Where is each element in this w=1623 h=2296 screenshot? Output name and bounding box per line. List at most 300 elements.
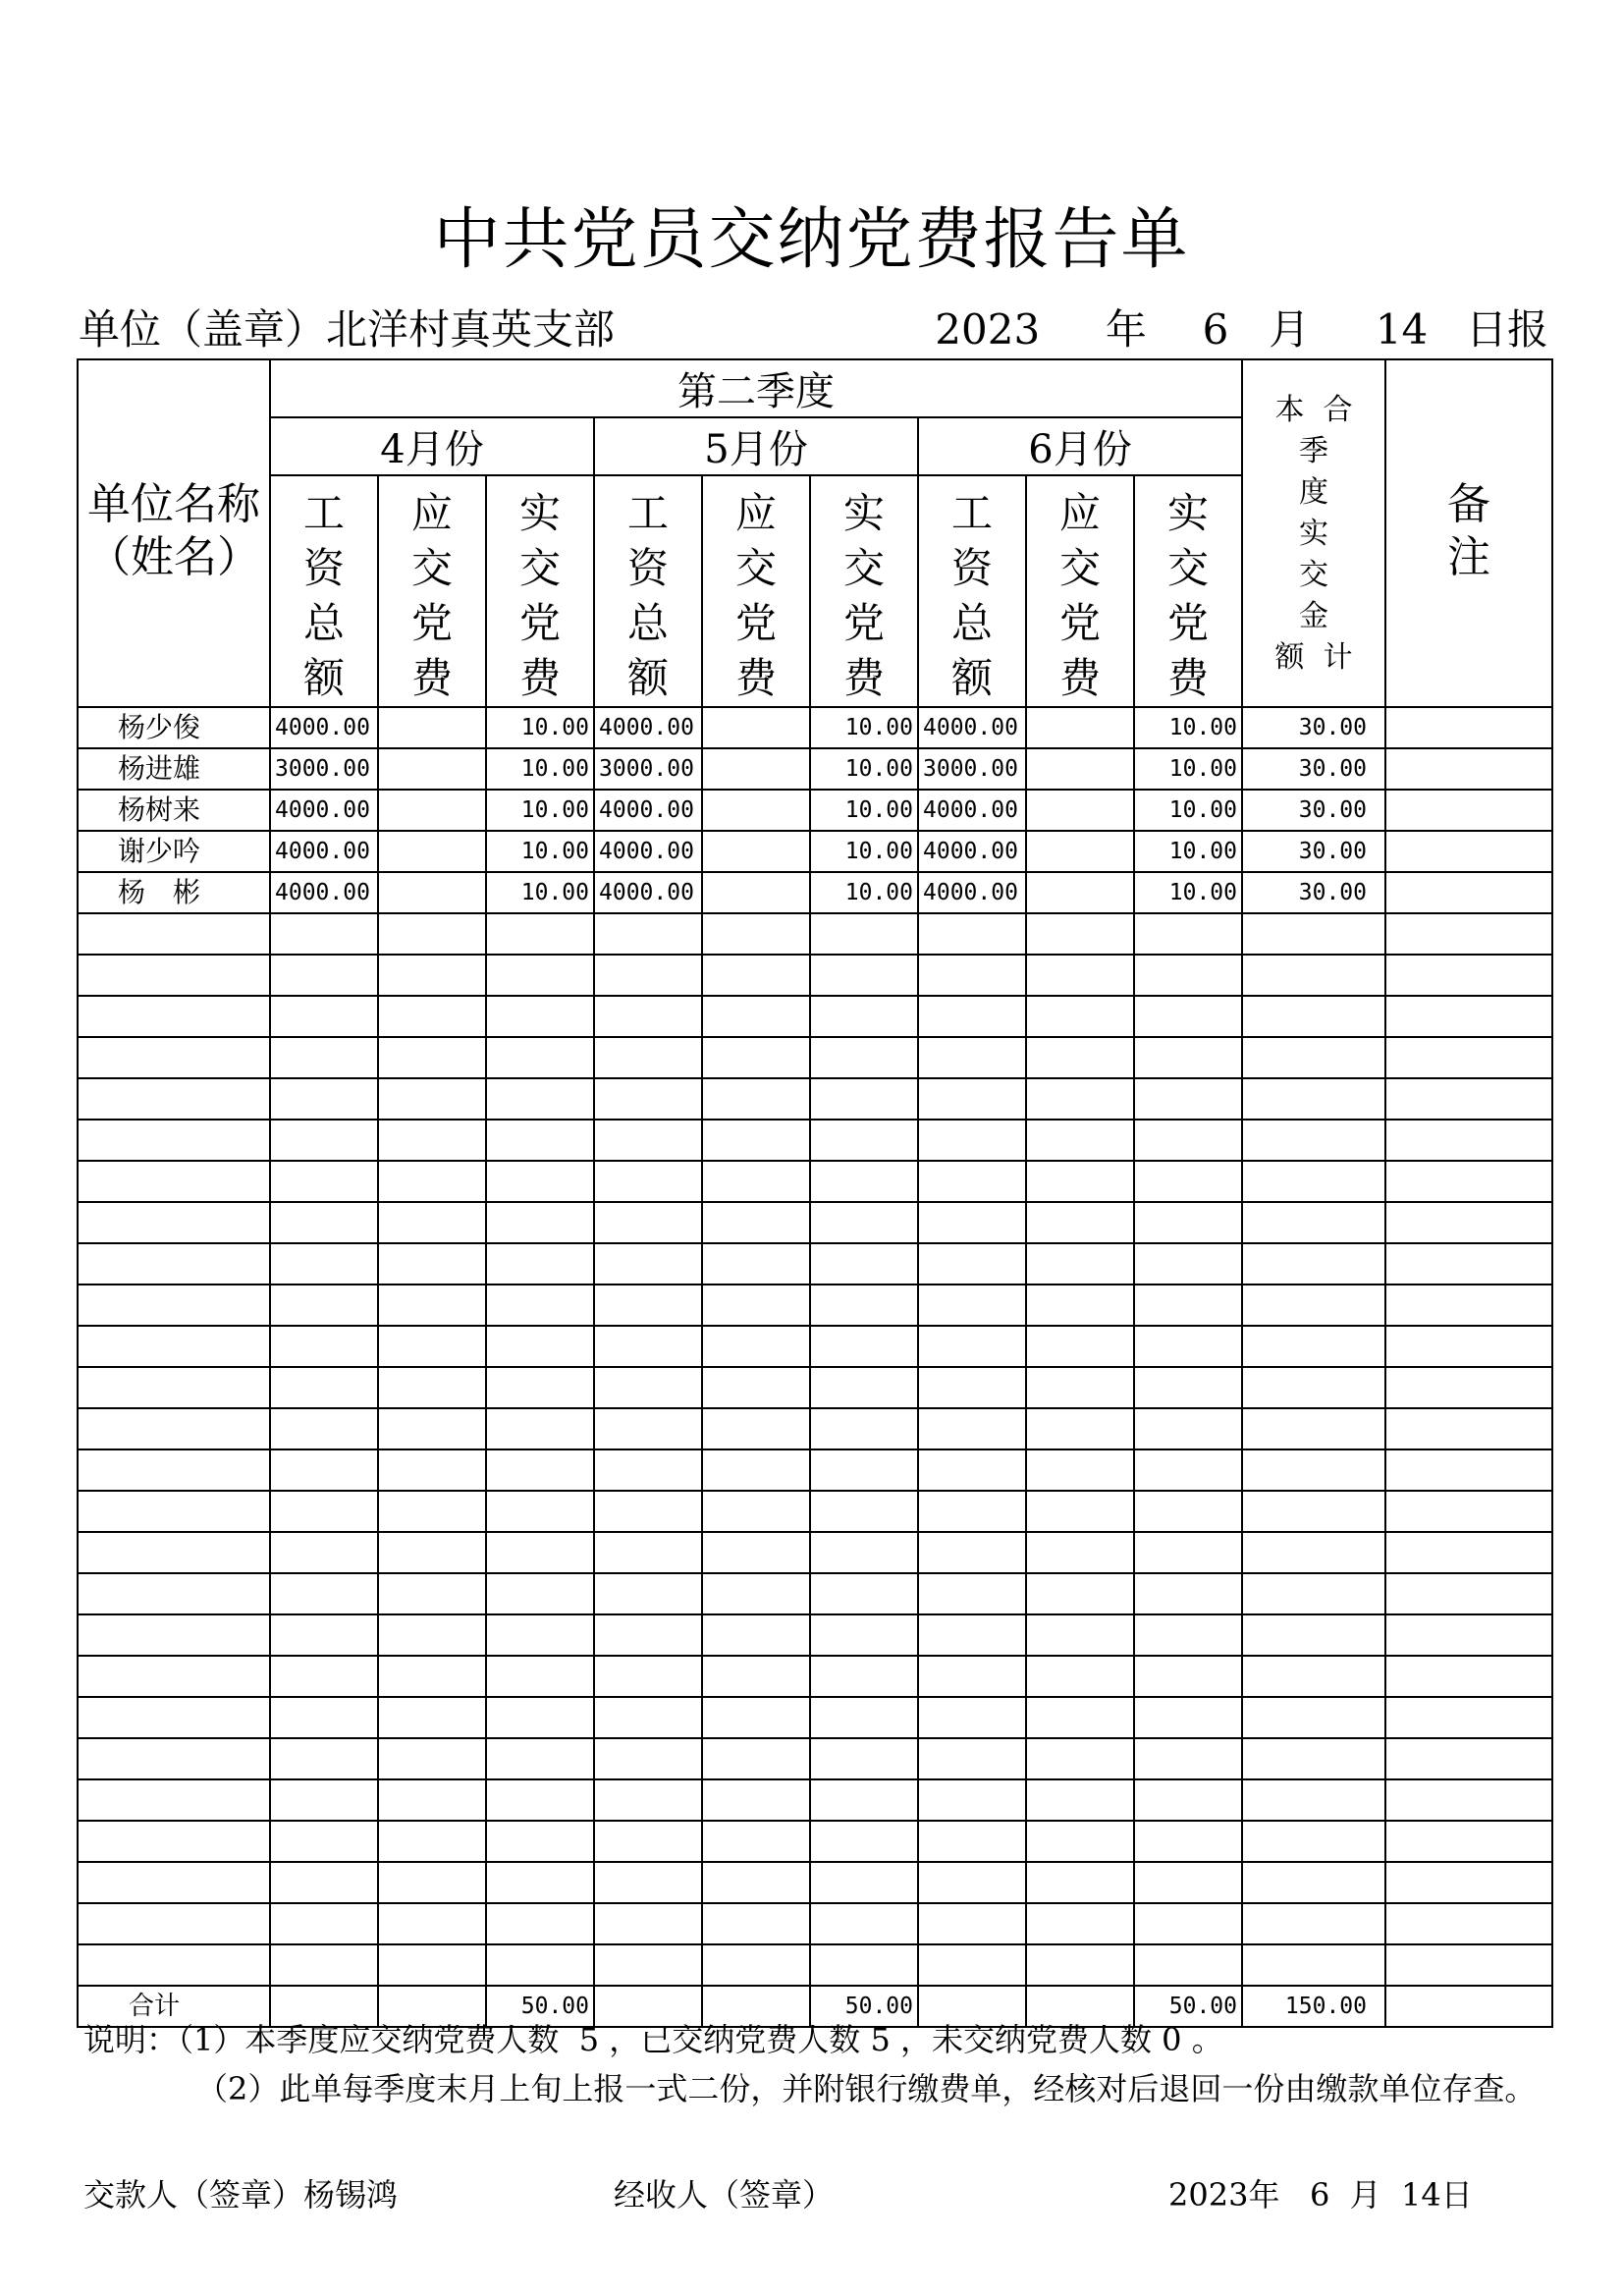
- salary-cell: [270, 1532, 378, 1573]
- quarter-total-cell: 30.00: [1242, 872, 1385, 913]
- dues-paid-cell: 10.00: [1134, 790, 1242, 831]
- dues-payable-cell: [702, 748, 810, 790]
- quarter-total-cell: [1242, 1120, 1385, 1161]
- remark-cell: [1385, 1449, 1552, 1491]
- salary-cell: [270, 1202, 378, 1243]
- dues-payable-cell: [1026, 872, 1134, 913]
- dues-paid-cell: 10.00: [810, 831, 918, 872]
- remark-cell: [1385, 1821, 1552, 1862]
- salary-cell: 4000.00: [270, 707, 378, 748]
- dues-paid-cell: [486, 955, 594, 996]
- quarter-total-cell: 30.00: [1242, 748, 1385, 790]
- remark-cell: [1385, 1078, 1552, 1120]
- report-month-unit: 月: [1269, 305, 1311, 354]
- header-char: 党: [734, 599, 777, 647]
- dues-payable-cell: [378, 1243, 486, 1285]
- header-char: 应: [734, 489, 777, 537]
- header-char: 交: [734, 544, 777, 592]
- remark-cell: [1385, 996, 1552, 1037]
- dues-paid-cell: [1134, 913, 1242, 955]
- header-char: 费: [734, 654, 777, 702]
- dues-paid-cell: [1134, 1697, 1242, 1738]
- salary-cell: 4000.00: [594, 872, 702, 913]
- header-unit-name: [78, 359, 270, 707]
- header-char: 党: [518, 599, 561, 647]
- dues-payable-cell: [702, 790, 810, 831]
- dues-paid-cell: [810, 1656, 918, 1697]
- dues-paid-cell: [810, 1078, 918, 1120]
- header-april-dues-payable: [378, 475, 486, 707]
- dues-paid-cell: [486, 1779, 594, 1821]
- dues-payable-cell: [378, 1862, 486, 1903]
- dues-paid-cell: [486, 996, 594, 1037]
- dues-payable-cell: [1026, 707, 1134, 748]
- salary-cell: [918, 996, 1026, 1037]
- dues-payable-cell: [1026, 831, 1134, 872]
- salary-cell: [918, 1738, 1026, 1779]
- dues-paid-cell: [1134, 1491, 1242, 1532]
- salary-cell: 4000.00: [594, 831, 702, 872]
- dues-payable-cell: [702, 1697, 810, 1738]
- table-row: [78, 1614, 1552, 1656]
- salary-cell: [918, 1821, 1026, 1862]
- salary-cell: [918, 1037, 1026, 1078]
- member-name: [78, 1243, 270, 1285]
- remark-cell: [1385, 1243, 1552, 1285]
- dues-payable-cell: [1026, 955, 1134, 996]
- dues-paid-cell: [486, 1202, 594, 1243]
- dues-payable-cell: [378, 872, 486, 913]
- salary-cell: 4000.00: [270, 872, 378, 913]
- dues-payable-cell: [1026, 1573, 1134, 1614]
- dues-paid-cell: [810, 1202, 918, 1243]
- dues-paid-cell: [810, 1491, 918, 1532]
- remark-cell: [1385, 1037, 1552, 1078]
- dues-paid-cell: [810, 1903, 918, 1944]
- dues-paid-cell: [1134, 1573, 1242, 1614]
- header-char: 交: [1166, 544, 1209, 592]
- quarter-total-cell: [1242, 955, 1385, 996]
- salary-cell: [594, 1120, 702, 1161]
- remark-cell: [1385, 1161, 1552, 1202]
- salary-cell: [270, 913, 378, 955]
- table-row: [78, 1078, 1552, 1120]
- member-name: [78, 1573, 270, 1614]
- dues-payable-cell: [378, 1532, 486, 1573]
- quarter-total-cell: [1242, 1779, 1385, 1821]
- member-name: 杨进雄: [78, 748, 270, 790]
- salary-cell: [594, 1779, 702, 1821]
- quarter-total-cell: [1242, 1697, 1385, 1738]
- salary-cell: [270, 1697, 378, 1738]
- member-name: 杨树来: [78, 790, 270, 831]
- salary-cell: [270, 1862, 378, 1903]
- dues-report-table: [77, 358, 1553, 2028]
- salary-cell: [918, 1862, 1026, 1903]
- note-1-d: 。: [1181, 2021, 1223, 2058]
- note-1-a: （1）本季度应交纳党费人数: [178, 2021, 579, 2058]
- salary-cell: [270, 1285, 378, 1326]
- remark-cell: [1385, 1697, 1552, 1738]
- remark-cell: [1385, 872, 1552, 913]
- member-name: [78, 1491, 270, 1532]
- quarter-total-cell: [1242, 1408, 1385, 1449]
- header-char: 额: [626, 654, 669, 702]
- member-name: [78, 1408, 270, 1449]
- dues-payable-cell: [378, 1656, 486, 1697]
- table-row: [78, 1491, 1552, 1532]
- member-name: [78, 1614, 270, 1656]
- dues-payable-cell: [702, 831, 810, 872]
- header-char: 本 合: [1274, 393, 1353, 427]
- dues-payable-cell: [1026, 996, 1134, 1037]
- dues-paid-cell: [486, 1738, 594, 1779]
- dues-paid-cell: [1134, 1161, 1242, 1202]
- quarter-total-cell: [1242, 1862, 1385, 1903]
- dues-paid-cell: 10.00: [486, 872, 594, 913]
- salary-cell: [918, 1614, 1026, 1656]
- remark-cell: [1385, 1202, 1552, 1243]
- quarter-total-cell: [1242, 1078, 1385, 1120]
- dues-paid-cell: [486, 1614, 594, 1656]
- header-char: 总: [950, 599, 993, 647]
- dues-payable-cell: [378, 1367, 486, 1408]
- salary-cell: [270, 1821, 378, 1862]
- dues-paid-cell: [1134, 1656, 1242, 1697]
- dues-payable-cell: [1026, 1078, 1134, 1120]
- dues-payable-cell: [702, 913, 810, 955]
- dues-paid-cell: [810, 1821, 918, 1862]
- dues-payable-cell: [702, 1573, 810, 1614]
- table-row: [78, 707, 1552, 748]
- dues-paid-cell: [810, 1532, 918, 1573]
- table-row: [78, 1120, 1552, 1161]
- dues-paid-cell: [810, 1037, 918, 1078]
- header-char: 费: [842, 654, 885, 702]
- salary-cell: [270, 1656, 378, 1697]
- salary-cell: [918, 1120, 1026, 1161]
- dues-payable-cell: [702, 1491, 810, 1532]
- dues-payable-cell: [702, 1243, 810, 1285]
- dues-paid-cell: [810, 1944, 918, 1986]
- dues-payable-cell: [702, 1326, 810, 1367]
- dues-paid-cell: [810, 996, 918, 1037]
- remark-cell: [1385, 1862, 1552, 1903]
- salary-cell: [594, 955, 702, 996]
- dues-paid-cell: [810, 1614, 918, 1656]
- dues-paid-cell: [810, 1326, 918, 1367]
- member-name: [78, 1697, 270, 1738]
- dues-paid-cell: [486, 1243, 594, 1285]
- dues-paid-cell: [486, 1037, 594, 1078]
- member-name: 杨 彬: [78, 872, 270, 913]
- note-paid-count: 5: [870, 2021, 891, 2058]
- dues-payable-cell: [702, 1532, 810, 1573]
- header-char: 度: [1299, 475, 1328, 510]
- quarter-total-cell: [1242, 913, 1385, 955]
- salary-cell: [594, 1326, 702, 1367]
- salary-cell: [594, 1285, 702, 1326]
- quarter-total-cell: [1242, 1285, 1385, 1326]
- salary-cell: [270, 1078, 378, 1120]
- dues-payable-cell: [1026, 1491, 1134, 1532]
- member-name: [78, 1903, 270, 1944]
- header-char: 额: [950, 654, 993, 702]
- salary-cell: [594, 1656, 702, 1697]
- dues-paid-cell: [486, 1367, 594, 1408]
- dues-payable-cell: [702, 1449, 810, 1491]
- member-name: 杨少俊: [78, 707, 270, 748]
- note-unpaid-count: 0: [1162, 2021, 1182, 2058]
- header-char: 交: [410, 544, 453, 592]
- dues-paid-cell: 10.00: [1134, 748, 1242, 790]
- dues-payable-cell: [1026, 913, 1134, 955]
- dues-payable-cell: [1026, 1202, 1134, 1243]
- quarter-total-cell: [1242, 1449, 1385, 1491]
- payer-name: 杨锡鸿: [303, 2176, 399, 2214]
- remark-cell: [1385, 1285, 1552, 1326]
- dues-paid-cell: [1134, 1532, 1242, 1573]
- remark-cell: [1385, 1491, 1552, 1532]
- dues-payable-cell: [378, 1491, 486, 1532]
- dues-paid-cell: [810, 913, 918, 955]
- dues-payable-cell: [378, 955, 486, 996]
- page-title: 中共党员交纳党费报告单: [433, 201, 1190, 279]
- salary-cell: [594, 1614, 702, 1656]
- dues-paid-cell: [486, 1656, 594, 1697]
- header-char: 总: [302, 599, 345, 647]
- header-char: 工: [950, 489, 993, 537]
- header-char: 资: [950, 544, 993, 592]
- note-1-c: ，未交纳党费人数: [890, 2021, 1163, 2058]
- header-char: 资: [626, 544, 669, 592]
- table-row: [78, 1862, 1552, 1903]
- salary-cell: [918, 1779, 1026, 1821]
- dues-payable-cell: [702, 1614, 810, 1656]
- dues-paid-cell: [810, 1161, 918, 1202]
- header-char: 实: [1166, 489, 1209, 537]
- header-char: 党: [1166, 599, 1209, 647]
- dues-paid-cell: 10.00: [1134, 831, 1242, 872]
- dues-paid-cell: [1134, 1738, 1242, 1779]
- member-name: [78, 1449, 270, 1491]
- dues-paid-cell: [486, 1326, 594, 1367]
- salary-cell: 4000.00: [594, 707, 702, 748]
- dues-paid-cell: [486, 1161, 594, 1202]
- header-char: 实: [1299, 517, 1328, 551]
- remark-cell: [1385, 913, 1552, 955]
- table-row: [78, 1326, 1552, 1367]
- dues-paid-cell: [1134, 1862, 1242, 1903]
- header-char: 应: [410, 489, 453, 537]
- dues-paid-cell: [1134, 1449, 1242, 1491]
- quarter-total-cell: [1242, 1243, 1385, 1285]
- salary-cell: 4000.00: [594, 790, 702, 831]
- quarter-total-cell: [1242, 1656, 1385, 1697]
- dues-payable-cell: [378, 1738, 486, 1779]
- dues-payable-cell: [1026, 1821, 1134, 1862]
- dues-paid-cell: [1134, 1120, 1242, 1161]
- header-april-salary-total: [270, 475, 378, 707]
- header-char: 应: [1058, 489, 1101, 537]
- salary-cell: [594, 1944, 702, 1986]
- salary-cell: [594, 1449, 702, 1491]
- dues-payable-cell: [1026, 1697, 1134, 1738]
- remark-cell: [1385, 1903, 1552, 1944]
- quarter-total-cell: [1242, 1614, 1385, 1656]
- header-unit-name-line1: 单位名称: [87, 479, 260, 529]
- quarter-total-cell: 30.00: [1242, 707, 1385, 748]
- table-row: [78, 1573, 1552, 1614]
- salary-cell: [594, 996, 702, 1037]
- dues-paid-cell: 50.00: [810, 1986, 918, 2027]
- salary-cell: [918, 955, 1026, 996]
- header-char: 交: [518, 544, 561, 592]
- remark-cell: [1385, 748, 1552, 790]
- quarter-total-cell: [1242, 1491, 1385, 1532]
- member-name: [78, 1821, 270, 1862]
- dues-paid-cell: [486, 1862, 594, 1903]
- dues-paid-cell: [486, 1449, 594, 1491]
- salary-cell: [270, 1120, 378, 1161]
- table-row: [78, 1202, 1552, 1243]
- header-month-april: 4月份: [270, 417, 594, 475]
- salary-cell: [594, 1821, 702, 1862]
- dues-paid-cell: [1134, 1326, 1242, 1367]
- dues-payable-cell: [378, 1779, 486, 1821]
- remark-cell: [1385, 1408, 1552, 1449]
- dues-paid-cell: 10.00: [810, 707, 918, 748]
- member-name: [78, 1779, 270, 1821]
- dues-paid-cell: [486, 1078, 594, 1120]
- header-char: 交: [842, 544, 885, 592]
- salary-cell: 4000.00: [270, 831, 378, 872]
- dues-paid-cell: [486, 1903, 594, 1944]
- dues-paid-cell: 10.00: [810, 790, 918, 831]
- salary-cell: [918, 1243, 1026, 1285]
- dues-payable-cell: [378, 748, 486, 790]
- dues-paid-cell: [1134, 1202, 1242, 1243]
- member-name: [78, 1326, 270, 1367]
- table-row: [78, 1449, 1552, 1491]
- salary-cell: [918, 1573, 1026, 1614]
- dues-payable-cell: [378, 1037, 486, 1078]
- dues-paid-cell: 10.00: [810, 872, 918, 913]
- salary-cell: [270, 996, 378, 1037]
- unit-label: 单位（盖章）: [79, 305, 327, 354]
- salary-cell: [594, 1408, 702, 1449]
- dues-payable-cell: [1026, 1037, 1134, 1078]
- salary-cell: [594, 1243, 702, 1285]
- report-date: [935, 304, 1548, 355]
- salary-cell: [270, 1491, 378, 1532]
- dues-paid-cell: [810, 1243, 918, 1285]
- quarter-total-cell: [1242, 1202, 1385, 1243]
- dues-paid-cell: [1134, 1903, 1242, 1944]
- dues-payable-cell: [702, 1367, 810, 1408]
- dues-paid-cell: [486, 1408, 594, 1449]
- quarter-total-cell: [1242, 1532, 1385, 1573]
- dues-paid-cell: [1134, 1944, 1242, 1986]
- dues-paid-cell: [1134, 1285, 1242, 1326]
- header-may-dues-payable: [702, 475, 810, 707]
- remark-cell: [1385, 1779, 1552, 1821]
- table-row: [78, 1779, 1552, 1821]
- salary-cell: [270, 955, 378, 996]
- member-name: [78, 1285, 270, 1326]
- salary-cell: [594, 913, 702, 955]
- member-name: 谢少吟: [78, 831, 270, 872]
- salary-cell: [594, 1078, 702, 1120]
- dues-payable-cell: [1026, 1326, 1134, 1367]
- dues-payable-cell: [702, 1202, 810, 1243]
- dues-payable-cell: [378, 1408, 486, 1449]
- dues-payable-cell: [702, 996, 810, 1037]
- header-remark: [1385, 359, 1552, 707]
- salary-cell: [270, 1738, 378, 1779]
- salary-cell: [918, 1656, 1026, 1697]
- member-name: [78, 1367, 270, 1408]
- member-name: [78, 1656, 270, 1697]
- dues-paid-cell: [810, 1449, 918, 1491]
- note-line-2: （2）此单每季度末月上旬上报一式二份，并附银行缴费单，经核对后退回一份由缴款单位存查。: [196, 2070, 1537, 2107]
- table-row: [78, 1161, 1552, 1202]
- note-1-b: ，已交纳党费人数: [599, 2021, 871, 2058]
- member-name: [78, 1037, 270, 1078]
- header-char: 交: [1299, 558, 1328, 592]
- salary-cell: [918, 1449, 1026, 1491]
- salary-cell: [270, 1037, 378, 1078]
- dues-paid-cell: 10.00: [486, 790, 594, 831]
- table-row: [78, 1243, 1552, 1285]
- dues-payable-cell: [702, 1862, 810, 1903]
- dues-payable-cell: [702, 707, 810, 748]
- header-month-may: 5月份: [594, 417, 918, 475]
- remark-cell: [1385, 1614, 1552, 1656]
- header-quarter-total: [1242, 359, 1385, 707]
- table-row: [78, 748, 1552, 790]
- quarter-total-cell: [1242, 1367, 1385, 1408]
- salary-cell: [594, 1903, 702, 1944]
- dues-payable-cell: [1026, 1120, 1134, 1161]
- dues-paid-cell: [1134, 1614, 1242, 1656]
- note-line-1: [83, 2015, 1556, 2064]
- salary-cell: [918, 1408, 1026, 1449]
- dues-payable-cell: [378, 1120, 486, 1161]
- header-quarter: 第二季度: [270, 359, 1242, 417]
- header-char: 党: [842, 599, 885, 647]
- dues-paid-cell: 50.00: [486, 1986, 594, 2027]
- dues-payable-cell: [1026, 1449, 1134, 1491]
- member-name: [78, 1120, 270, 1161]
- payer: [83, 2170, 398, 2219]
- salary-cell: [594, 1202, 702, 1243]
- header-char: 额: [302, 654, 345, 702]
- dues-payable-cell: [1026, 1243, 1134, 1285]
- salary-cell: 4000.00: [918, 831, 1026, 872]
- header-may-dues-paid: [810, 475, 918, 707]
- dues-paid-cell: 10.00: [486, 707, 594, 748]
- payer-label: 交款人（签章）: [83, 2176, 304, 2214]
- dues-paid-cell: 10.00: [1134, 707, 1242, 748]
- remark-cell: [1385, 1573, 1552, 1614]
- header-may-salary-total: [594, 475, 702, 707]
- table-row: [78, 1656, 1552, 1697]
- dues-payable-cell: [378, 1944, 486, 1986]
- remark-cell: [1385, 1944, 1552, 1986]
- dues-payable-cell: [1026, 1903, 1134, 1944]
- dues-paid-cell: [486, 1573, 594, 1614]
